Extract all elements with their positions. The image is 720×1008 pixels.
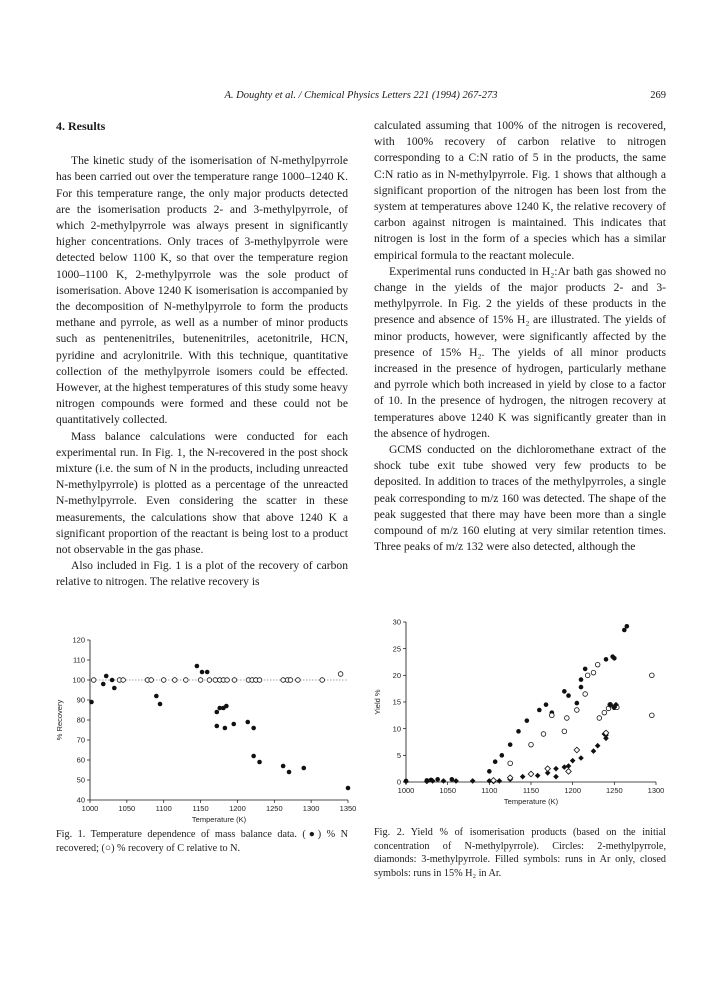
x-tick-label: 1000 [81,804,99,813]
data-point [149,678,154,683]
running-head: A. Doughty et al. / Chemical Physics Letters 221 (1994) 267-273 [224,90,498,101]
data-point [281,678,286,683]
paragraph: Also included in Fig. 1 is a plot of the recovery of carbon relative to nitrogen. The relative recovery is [56,559,348,589]
data-point [158,702,163,707]
x-tick-label: 1100 [481,786,498,795]
data-point [101,682,106,687]
data-point [288,678,293,683]
data-point [91,678,96,683]
data-point [154,694,159,699]
data-point [231,722,236,727]
y-tick-label: 80 [76,715,85,725]
data-point [508,742,513,747]
data-point [625,624,630,629]
data-point [225,678,230,683]
x-tick-label: 1300 [647,786,665,795]
paragraph: calculated assuming that 100% of the nitrogen is recovered, with 100% recovery of carbon relative to nitrogen corresponding to a C:N ratio of 5 in the products, the same C:N ratio as in N-methylpyrrole. Fig. 1 shows that although a significant proportion of the nitrogen has been lost from the system at temperatures above 1240 K, the relative recovery of carbon against nitrogen is maintained. This indicates that nitrogen is lost in the form of a species which has a similar empirical formula to the reactant molecule. [374,119,666,262]
x-tick-label: 1200 [564,786,582,795]
data-point [441,778,447,784]
data-point [281,764,286,769]
y-tick-label: 10 [392,724,401,734]
data-point [320,678,325,683]
data-point [161,678,166,683]
data-point [214,724,219,729]
x-tick-label: 1300 [302,804,320,813]
y-tick-label: 120 [72,635,85,645]
data-point [508,761,513,766]
data-point [650,673,655,678]
y-tick-label: 110 [73,655,85,665]
data-point [224,704,229,709]
data-point [550,713,555,718]
data-point [553,766,559,772]
data-point [604,657,609,662]
data-point [89,700,94,705]
data-point [553,774,559,780]
x-axis-label: Temperature (K) [191,815,247,824]
data-point [296,678,301,683]
data-point [121,678,126,683]
right-column [374,118,666,555]
y-tick-label: 90 [76,695,85,705]
data-point [525,718,530,723]
data-point [205,670,210,675]
data-point [575,701,580,706]
running-header [56,90,666,106]
data-point [516,729,521,734]
y-axis-label: Yield % [373,689,382,715]
data-point [595,662,600,667]
data-point [104,674,109,679]
data-point [612,656,617,661]
y-tick-label: 30 [392,617,401,627]
data-point [493,759,498,764]
x-axis-label: Temperature (K) [503,797,559,806]
page-number: 269 [650,90,666,101]
data-point [650,713,655,718]
data-point [566,769,572,775]
x-tick-label: 1050 [118,804,136,813]
data-point [575,708,580,713]
data-point [257,678,262,683]
data-point [346,786,351,791]
x-tick-label: 1000 [397,786,415,795]
left-column [56,118,348,591]
data-point [544,702,549,707]
data-point [565,716,570,721]
data-point [487,769,492,774]
data-point [198,678,203,683]
data-point [566,763,572,769]
data-point [562,689,567,694]
figure-2-chart [370,612,670,812]
data-point [245,720,250,725]
data-point [595,743,601,749]
data-point [578,755,584,761]
y-tick-label: 50 [76,775,85,785]
figure-1-caption: Fig. 1. Temperature dependence of mass balance data. (●) % N recovered; (○) % recovery of C relative to N. [56,829,348,854]
y-tick-label: 70 [76,735,85,745]
data-point [570,758,576,764]
data-point [562,764,568,770]
paragraph: Mass balance calculations were conducted for each experimental run. In Fig. 1, the N-recovered in the post shock mixture (i.e. the sum of N in the products, including unreacted N-methylpyrrole) is plotted as a percentage of the unreacted N-methylpyrrole. Even considering the scatter in these measurements, the calculations show that above 1240 K a significant proportion of the reactant is being lost to a product not observable in the gas phase. [56,429,348,557]
y-axis-label: % Recovery [55,699,64,741]
x-tick-label: 1150 [522,786,540,795]
data-point [562,729,567,734]
x-tick-label: 1350 [339,804,357,813]
y-tick-label: 40 [76,795,85,805]
data-point [585,673,590,678]
data-point [338,672,343,677]
data-point [195,664,200,669]
data-point [579,677,584,682]
data-point [537,708,542,713]
data-point [528,771,534,777]
data-point [591,748,597,754]
data-point [566,693,571,698]
y-tick-label: 20 [392,670,401,680]
paragraph: Experimental runs conducted in H₂:Ar bath gas showed no change in the yields of the major products 2- and 3-methylpyrrole. In Fig. 2 the yields of these products in the presence and absence of 15% H₂ are illustrated. The yields of minor products, however, were significantly affected by the presence of 15% H₂. The yields of all minor products increased in the presence of hydrogen, particularly methane and pyrrole which both increased in yield by close to a factor of 10. In the presence of hydrogen, the nitrogen recovery at temperatures above 1240 K was significantly greater than in the absence of hydrogen. [374,264,666,440]
data-point [251,754,256,759]
y-tick-label: 60 [76,755,85,765]
y-tick-label: 5 [396,750,401,760]
x-tick-label: 1100 [155,804,172,813]
data-point [172,678,177,683]
figure-1-chart [52,628,362,824]
data-point [579,685,584,690]
y-tick-label: 100 [72,675,85,685]
data-point [520,774,526,780]
x-tick-label: 1200 [229,804,246,813]
data-point [301,766,306,771]
data-point [591,670,596,675]
data-point [541,732,546,737]
figure-1 [52,628,362,824]
data-point [403,779,409,785]
data-point [602,710,607,715]
section-title: 4. Results [56,119,106,133]
data-point [214,710,219,715]
x-tick-label: 1250 [265,804,283,813]
data-point [583,692,588,697]
data-point [583,667,588,672]
data-point [232,678,237,683]
x-tick-label: 1250 [605,786,623,795]
data-point [500,753,505,758]
data-point [200,670,205,675]
data-point [470,778,476,784]
data-point [535,773,541,779]
data-point [497,778,503,784]
data-point [622,628,627,633]
y-tick-label: 25 [392,644,401,654]
data-point [435,777,440,782]
data-point [574,747,580,753]
paragraph: GCMS conducted on the dichloromethane extract of the shock tube exit tube showed very few products to be deposited. In addition to traces of the methylpyrroles, a single peak corresponding to m/z 160 was detected. The shape of the peak suggested that there may have been more than a single compound of m/z 160 eluting at very similar retention times. Three peaks of m/z 132 were also detected, although the [374,443,666,554]
data-point [110,678,115,683]
data-point [529,742,534,747]
figure-2-caption: Fig. 2. Yield % of isomerisation products (based on the initial concentration of N-methylpyrrole). Circles: 2-methylpyrrole, diamonds: 3-methylpyrrole. Filled symbols: runs in Ar only, closed symbols: runs in 15% H₂ in Ar. [374,827,666,879]
data-point [112,686,117,691]
data-point [207,678,212,683]
data-point [213,678,218,683]
paragraph: The kinetic study of the isomerisation of N-methylpyrrole has been carried out over the temperature range 1000–1240 K. For this temperature range, the only major products detected are the isomerisation products 2- and 3-methylpyrrole, of which 2-methylpyrrole was always present in significantly higher concentrations. Only traces of 3-methylpyrrole were detected below 1100 K, so that over the temperature region 1000–1100 K, 2-methylpyrrole was the sole product of isomerisation. Above 1240 K isomerisation is accompanied by the decomposition of N-methylpyrrole to form the products methane and pyrrole, as well as a number of minor products such as pentenenitriles, butenenitriles, acetonitrile, HCN, pyridine and acrylonitrile. With this technique, quantitative collection of the methylpyrrole isomers could be effected. However, at the highest temperatures of this study some heavy nitrogen compounds were formed and these could not be quantitatively collected. [56,154,348,427]
figure-2 [370,612,670,812]
x-tick-label: 1150 [192,804,209,813]
data-point [597,716,602,721]
data-point [257,760,262,765]
data-point [223,726,228,731]
y-tick-label: 0 [396,777,401,787]
data-point [184,678,189,683]
x-tick-label: 1050 [439,786,457,795]
data-point [287,770,292,775]
data-point [545,766,551,772]
y-tick-label: 15 [392,697,401,707]
data-point [251,726,256,731]
